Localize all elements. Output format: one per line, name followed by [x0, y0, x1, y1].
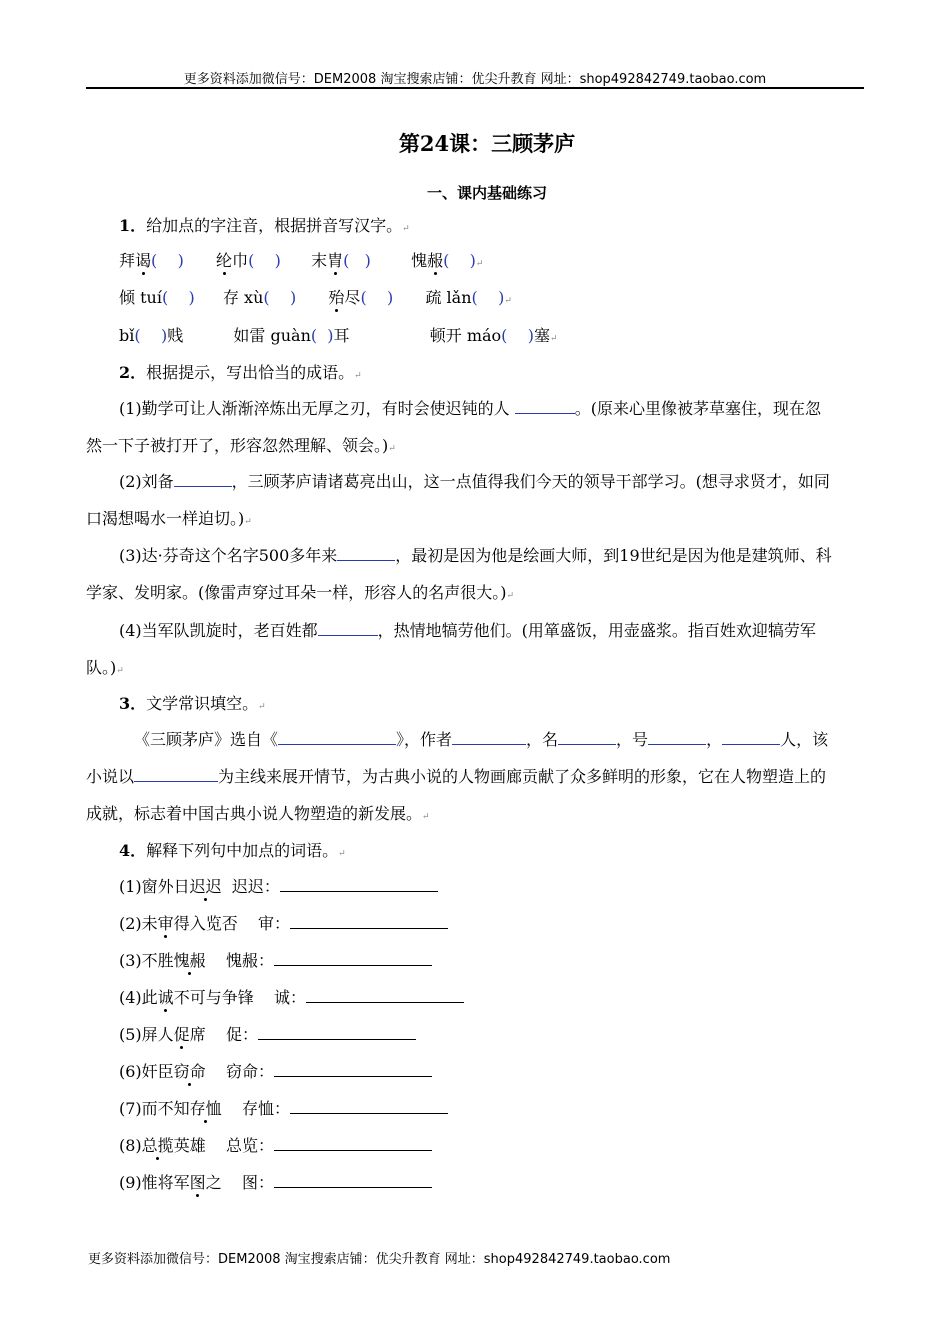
q3-prompt: 3．文学常识填空。↵ [119, 694, 266, 713]
q4-item: (5)屏人促席 促： [86, 1024, 899, 1046]
page-title: 第24课：三顾茅庐 [398, 131, 576, 156]
q2-item2-line1: (2)刘备 ，三顾茅庐请诸葛亮出山，这一点值得我们今天的领导干部学习。(想寻求贤才，如同 [119, 472, 830, 491]
q3-line3: 成就，标志着中国古典小说人物塑造的新发展。↵ [86, 804, 430, 823]
q2-item2-line2: 口渴想喝水一样迫切。)↵ [86, 509, 252, 528]
q4-item: (8)总揽英雄 总览： [86, 1135, 899, 1157]
q4-item: (1)窗外日迟迟 迟迟： [86, 876, 899, 898]
q2-item4-line2: 队。)↵ [86, 658, 124, 677]
q4-item: (7)而不知存恤 存恤： [86, 1098, 899, 1120]
q2-prompt: 2．根据提示，写出恰当的成语。↵ [119, 363, 362, 382]
q4-item: (4)此诚不可与争锋 诚： [86, 987, 899, 1009]
q1-prompt: 1．给加点的字注音，根据拼音写汉字。↵ [119, 216, 410, 235]
section-title: 一、课内基础练习 [426, 184, 547, 202]
q1-row2: 倾 tuí( ) 存 xù( ) 殆尽( ) 疏 lǎn( )↵ [119, 288, 512, 307]
q4-prompt: 4．解释下列句中加点的词语。↵ [119, 841, 346, 860]
q1-row1: 拜谒( ) 纶巾( ) 末胄( ) 愧赧( )↵ [119, 251, 484, 270]
q4-item: (9)惟将军图之 图： [86, 1172, 899, 1194]
q2-item4-line1: (4)当军队凯旋时，老百姓都 ，热情地犒劳他们。(用箪盛饭，用壶盛浆。指百姓欢迎犒劳军 [119, 621, 816, 640]
q4-item: (2)未审得入览否 审： [86, 913, 899, 935]
header-rule [86, 87, 864, 89]
q3-line1: 《三顾茅庐》选自《 》，作者 ，名 ，号 ， 人，该 [134, 730, 829, 749]
page-footer: 更多资料添加微信号：DEM2008 淘宝搜索店铺：优尖升教育 网址：shop492842749.taobao.com [88, 1252, 671, 1267]
page-header: 更多资料添加微信号：DEM2008 淘宝搜索店铺：优尖升教育 网址：shop492842749.taobao.com [183, 72, 767, 87]
q4-item: (6)奸臣窃命 窃命： [86, 1061, 899, 1083]
q2-item1-line2: 然一下子被打开了，形容忽然理解、领会。)↵ [86, 436, 396, 455]
q3-line2: 小说以 为主线来展开情节，为古典小说的人物画廊贡献了众多鲜明的形象，它在人物塑造上的 [86, 767, 827, 786]
q1-row3: bǐ( )贱 如雷 guàn( )耳 顿开 máo( )塞↵ [119, 326, 558, 345]
q2-item3-line2: 学家、发明家。(像雷声穿过耳朵一样，形容人的名声很大。)↵ [86, 583, 515, 602]
q4-item: (3)不胜愧赧 愧赧： [86, 950, 899, 972]
q2-item3-line1: (3)达·芬奇这个名字500多年来 ，最初是因为他是绘画大师，到19世纪是因为他是建筑师、科 [119, 546, 832, 565]
q2-item1-line1: (1)勤学可让人渐渐淬炼出无厚之刃，有时会使迟钝的人 。(原来心里像被茅草塞住，现在忽 [119, 399, 822, 418]
